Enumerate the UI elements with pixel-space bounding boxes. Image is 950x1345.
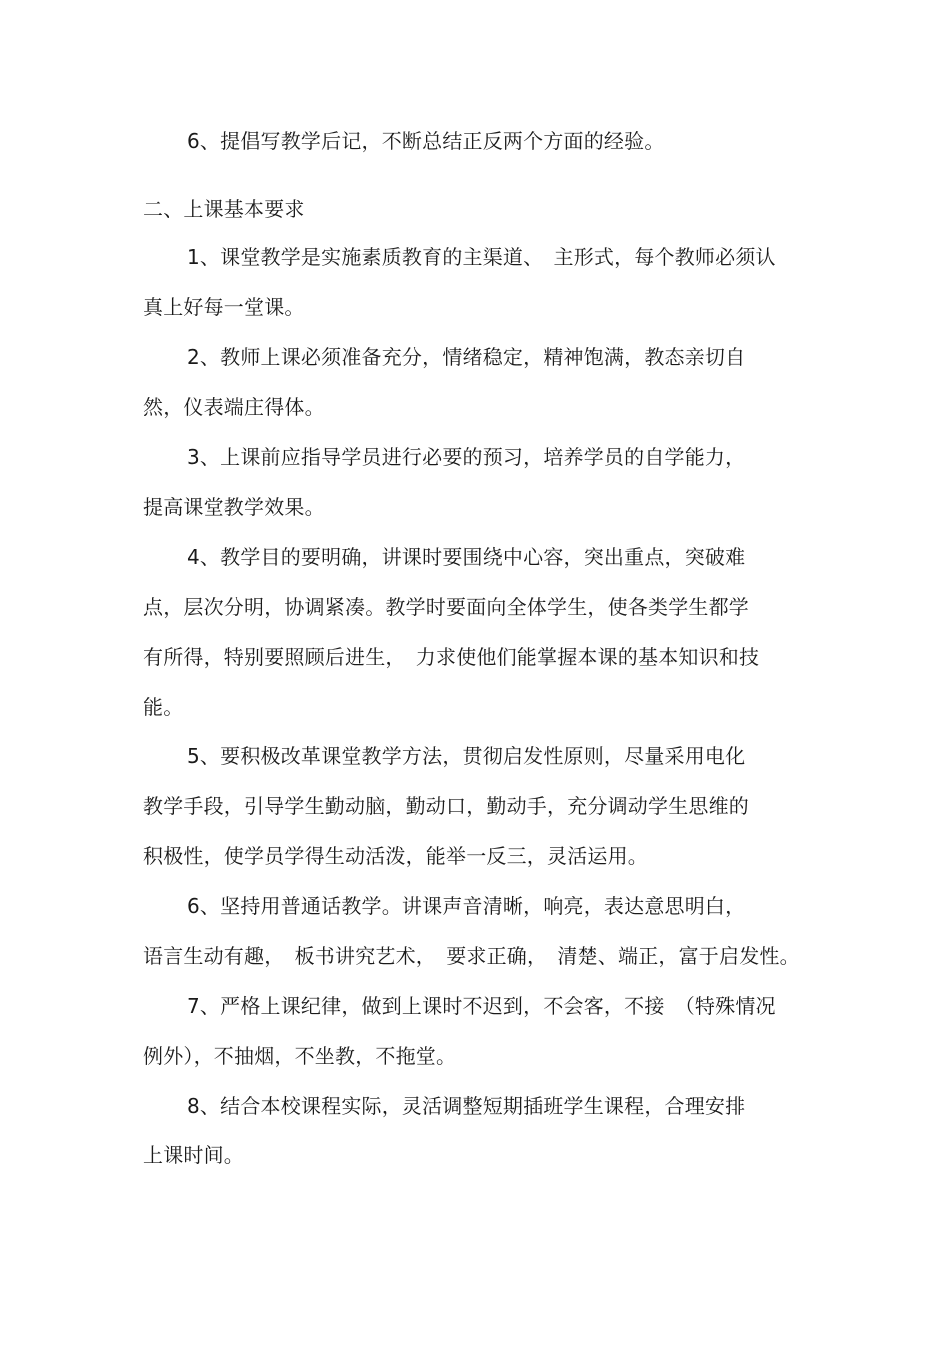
paragraph-line: 例外），不抽烟，不坐教，不拖堂。	[143, 1044, 457, 1068]
paragraph-line: 然，仪表端庄得体。	[143, 395, 325, 419]
paragraph-line: 7、严格上课纪律，做到上课时不迟到，不会客，不接 （特殊情况	[187, 994, 776, 1018]
paragraph-line: 有所得，特别要照顾后进生， 力求使他们能掌握本课的基本知识和技	[143, 645, 760, 669]
paragraph-line: 能。	[143, 695, 184, 719]
paragraph-line: 3、上课前应指导学员进行必要的预习，培养学员的自学能力，	[187, 445, 746, 469]
paragraph-line: 4、教学目的要明确，讲课时要围绕中心容，突出重点，突破难	[187, 545, 746, 569]
paragraph-line: 教学手段，引导学生勤动脑，勤动口，勤动手，充分调动学生思维的	[143, 794, 749, 818]
section-heading: 二、上课基本要求	[143, 197, 305, 221]
paragraph-line: 6、坚持用普通话教学。讲课声音清晰，响亮，表达意思明白，	[187, 894, 746, 918]
paragraph-line: 点，层次分明，协调紧凑。教学时要面向全体学生，使各类学生都学	[143, 595, 749, 619]
paragraph-line: 提高课堂教学效果。	[143, 495, 325, 519]
paragraph-line: 1、课堂教学是实施素质教育的主渠道、 主形式，每个教师必须认	[187, 245, 776, 269]
paragraph-line: 6、提倡写教学后记，不断总结正反两个方面的经验。	[187, 129, 665, 153]
paragraph-line: 积极性，使学员学得生动活泼，能举一反三，灵活运用。	[143, 844, 648, 868]
paragraph-line: 上课时间。	[143, 1143, 244, 1167]
paragraph-line: 2、教师上课必须准备充分，情绪稳定，精神饱满，教态亲切自	[187, 345, 746, 369]
paragraph-line: 真上好每一堂课。	[143, 295, 305, 319]
paragraph-line: 5、要积极改革课堂教学方法，贯彻启发性原则，尽量采用电化	[187, 744, 746, 768]
paragraph-line: 8、结合本校课程实际，灵活调整短期插班学生课程，合理安排	[187, 1094, 746, 1118]
paragraph-line: 语言生动有趣， 板书讲究艺术， 要求正确， 清楚、端正，富于启发性。	[143, 944, 800, 968]
